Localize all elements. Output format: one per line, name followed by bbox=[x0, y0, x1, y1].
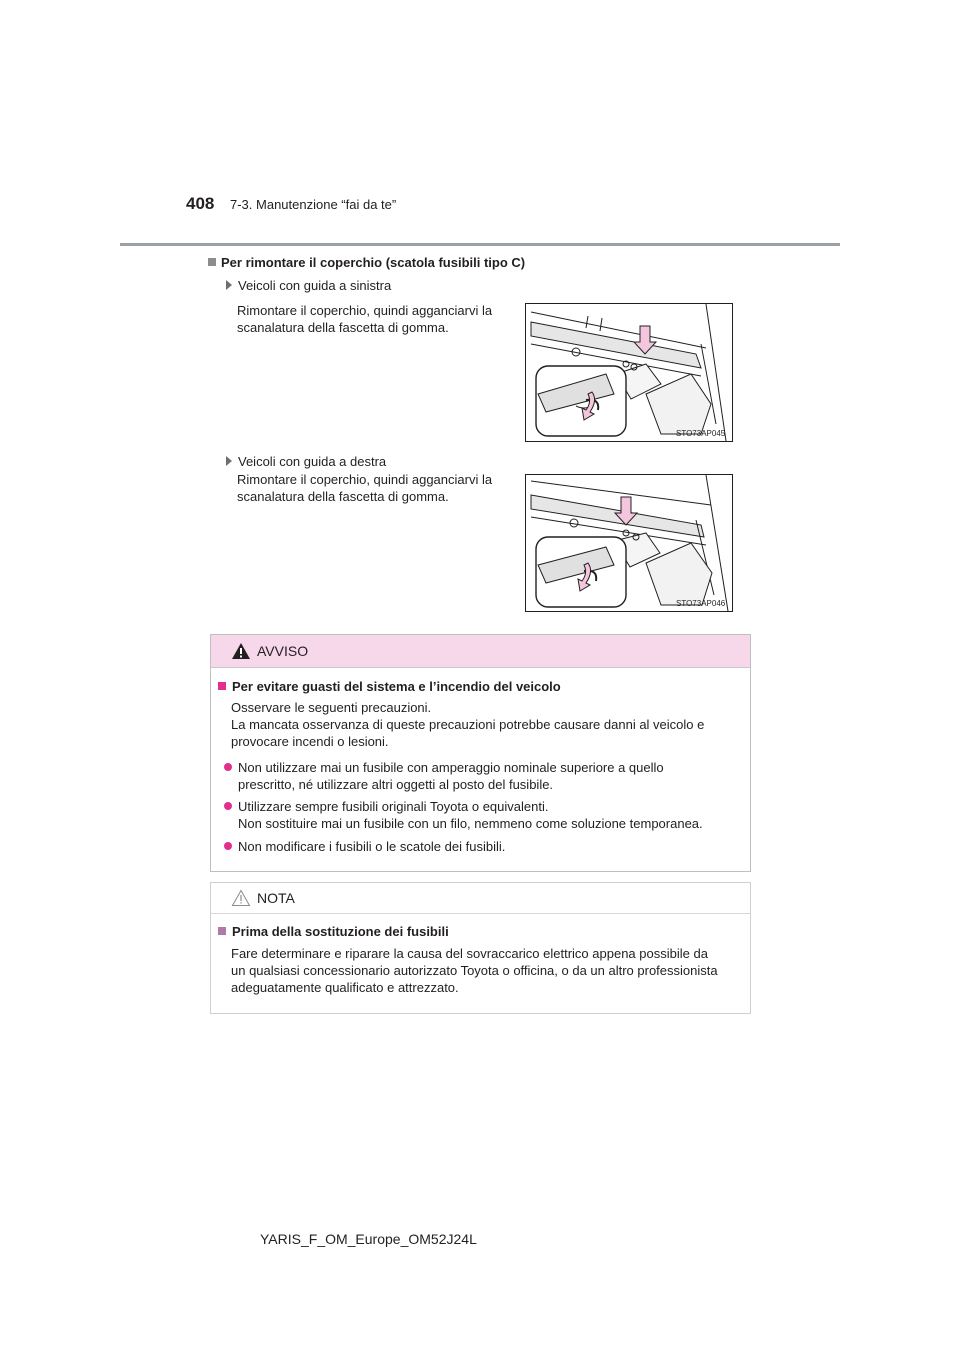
warning-bullet-1 bbox=[224, 759, 745, 793]
warning-intro-line1: Osservare le seguenti precauzioni. bbox=[231, 700, 432, 715]
note-header bbox=[211, 883, 750, 914]
warning-intro bbox=[231, 699, 745, 750]
note-line1: Fare determinare e riparare la causa del sovraccarico elettrico appena possibile da bbox=[231, 946, 708, 961]
round-bullet-icon bbox=[224, 763, 232, 771]
left-drive-instruction-line1: Rimontare il coperchio, quindi agganciarvi la bbox=[237, 303, 493, 318]
round-bullet-icon bbox=[224, 802, 232, 810]
left-drive-instruction-line2: scanalatura della fascetta di gomma. bbox=[237, 320, 449, 335]
left-drive-label-text: Veicoli con guida a sinistra bbox=[238, 278, 392, 293]
fuse-cover-illustration-right bbox=[526, 475, 732, 611]
warning-heading bbox=[218, 679, 561, 694]
warning-bullet-2-line2: Non sostituire mai un fusibile con un filo, nemmeno come soluzione temporanea. bbox=[238, 816, 703, 831]
warning-bullet-2-line1: Utilizzare sempre fusibili originali Toyota o equivalenti. bbox=[238, 799, 549, 814]
header-divider bbox=[120, 243, 840, 246]
note-body bbox=[231, 945, 745, 996]
warning-intro-line3: provocare incendi o lesioni. bbox=[231, 734, 389, 749]
left-drive-label bbox=[226, 278, 391, 293]
right-drive-instruction bbox=[237, 471, 522, 505]
warning-bullet-1-line1: Non utilizzare mai un fusibile con amperaggio nominale superiore a quello bbox=[238, 760, 664, 775]
warning-header bbox=[211, 635, 750, 668]
right-drive-label bbox=[226, 454, 386, 469]
warning-bullet-3-text: Non modificare i fusibili o le scatole dei fusibili. bbox=[238, 839, 506, 854]
note-line2: un qualsiasi concessionario autorizzato Toyota o officina, o da un altro professionista bbox=[231, 963, 718, 978]
left-drive-instruction bbox=[237, 302, 522, 336]
warning-bullet-1-line2: prescritto, né utilizzare altri oggetti al posto del fusibile. bbox=[238, 777, 554, 792]
square-bullet-icon bbox=[208, 258, 216, 266]
triangle-bullet-icon bbox=[226, 456, 232, 466]
fuse-cover-illustration-left bbox=[526, 304, 732, 441]
figure-left-drive bbox=[525, 303, 733, 442]
figure-right-code: STO73AP046 bbox=[676, 599, 726, 608]
footer-doc-id: YARIS_F_OM_Europe_OM52J24L bbox=[260, 1231, 477, 1247]
warning-bullet-2 bbox=[224, 798, 745, 832]
warning-intro-line2: La mancata osservanza di queste precauzioni potrebbe causare danni al veicolo e bbox=[231, 717, 705, 732]
warning-title: AVVISO bbox=[257, 643, 309, 659]
note-heading bbox=[218, 924, 449, 939]
warning-triangle-icon bbox=[231, 642, 251, 660]
square-bullet-icon bbox=[218, 927, 226, 935]
figure-left-code: STO73AP045 bbox=[676, 429, 726, 438]
page-number: 408 bbox=[186, 194, 215, 213]
right-drive-label-text: Veicoli con guida a destra bbox=[238, 454, 387, 469]
right-drive-instruction-line1: Rimontare il coperchio, quindi agganciarvi la bbox=[237, 472, 493, 487]
section-heading bbox=[208, 255, 525, 270]
caution-triangle-icon bbox=[231, 889, 251, 907]
warning-heading-text: Per evitare guasti del sistema e l’incendio del veicolo bbox=[232, 679, 561, 694]
figure-right-drive bbox=[525, 474, 733, 612]
note-line3: adeguatamente qualificato e attrezzato. bbox=[231, 980, 459, 995]
right-drive-instruction-line2: scanalatura della fascetta di gomma. bbox=[237, 489, 449, 504]
warning-bullet-3 bbox=[224, 838, 745, 855]
warning-box bbox=[210, 634, 751, 872]
chapter-title: 7-3. Manutenzione “fai da te” bbox=[230, 197, 397, 212]
note-heading-text: Prima della sostituzione dei fusibili bbox=[232, 924, 449, 939]
round-bullet-icon bbox=[224, 842, 232, 850]
note-title: NOTA bbox=[257, 890, 295, 906]
note-box bbox=[210, 882, 751, 1014]
square-bullet-icon bbox=[218, 682, 226, 690]
triangle-bullet-icon bbox=[226, 280, 232, 290]
section-heading-text: Per rimontare il coperchio (scatola fusibili tipo C) bbox=[221, 255, 526, 270]
